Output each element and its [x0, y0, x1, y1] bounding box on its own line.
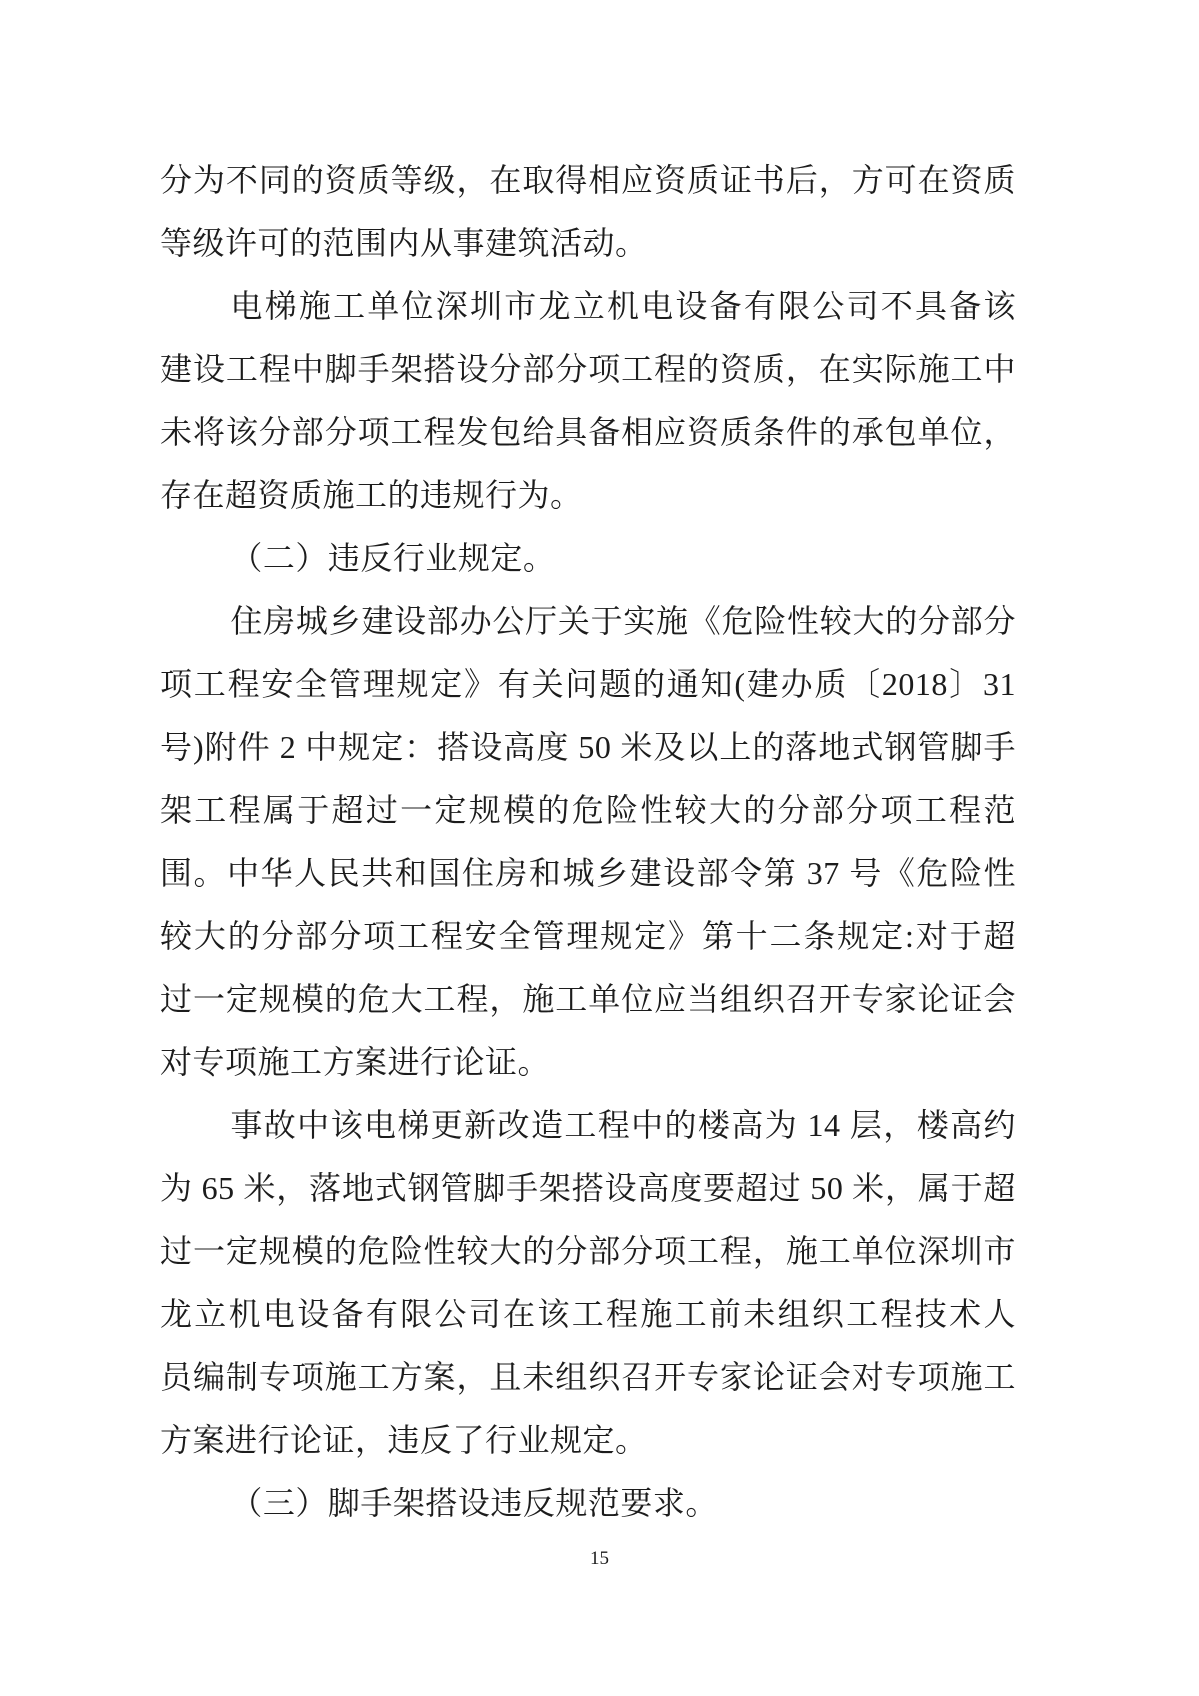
page-number: 15 — [590, 1548, 609, 1569]
text-line: （三）脚手架搭设违反规范要求。 — [230, 1485, 718, 1521]
text-line: 号)附件 2 中规定：搭设高度 50 米及以上的落地式钢管脚手 — [160, 729, 1016, 765]
text-line: 存在超资质施工的违规行为。 — [160, 477, 583, 513]
paragraph — [160, 275, 1016, 527]
text-line: 住房城乡建设部办公厅关于实施《危险性较大的分部分 — [230, 603, 1016, 639]
text-line: 较大的分部分项工程安全管理规定》第十二条规定:对于超 — [160, 918, 1016, 954]
paragraph — [160, 590, 1016, 1094]
text-line: 架工程属于超过一定规模的危险性较大的分部分项工程范 — [160, 792, 1016, 828]
text-line: 对专项施工方案进行论证。 — [160, 1044, 551, 1080]
text-line: （二）违反行业规定。 — [230, 540, 556, 576]
text-line: 等级许可的范围内从事建筑活动。 — [160, 225, 648, 261]
text-line: 未将该分部分项工程发包给具备相应资质条件的承包单位， — [160, 414, 1016, 450]
text-line: 方案进行论证，违反了行业规定。 — [160, 1422, 648, 1458]
text-line: 分为不同的资质等级，在取得相应资质证书后，方可在资质 — [160, 162, 1016, 198]
text-line: 龙立机电设备有限公司在该工程施工前未组织工程技术人 — [160, 1296, 1016, 1332]
paragraph — [160, 527, 1016, 590]
text-line: 员编制专项施工方案，且未组织召开专家论证会对专项施工 — [160, 1359, 1016, 1395]
text-line: 电梯施工单位深圳市龙立机电设备有限公司不具备该 — [230, 288, 1016, 324]
text-line: 建设工程中脚手架搭设分部分项工程的资质，在实际施工中 — [160, 351, 1016, 387]
paragraph — [160, 149, 1016, 275]
text-line: 过一定规模的危大工程，施工单位应当组织召开专家论证会 — [160, 981, 1016, 1017]
paragraph — [160, 1472, 1016, 1535]
text-line: 过一定规模的危险性较大的分部分项工程，施工单位深圳市 — [160, 1233, 1016, 1269]
paragraph — [160, 1094, 1016, 1472]
text-line: 事故中该电梯更新改造工程中的楼高为 14 层，楼高约 — [230, 1107, 1016, 1143]
text-line: 项工程安全管理规定》有关问题的通知(建办质〔2018〕31 — [160, 666, 1016, 702]
text-line: 围。中华人民共和国住房和城乡建设部令第 37 号《危险性 — [160, 855, 1016, 891]
document-content — [160, 149, 1016, 1535]
text-line: 为 65 米，落地式钢管脚手架搭设高度要超过 50 米，属于超 — [160, 1170, 1016, 1206]
